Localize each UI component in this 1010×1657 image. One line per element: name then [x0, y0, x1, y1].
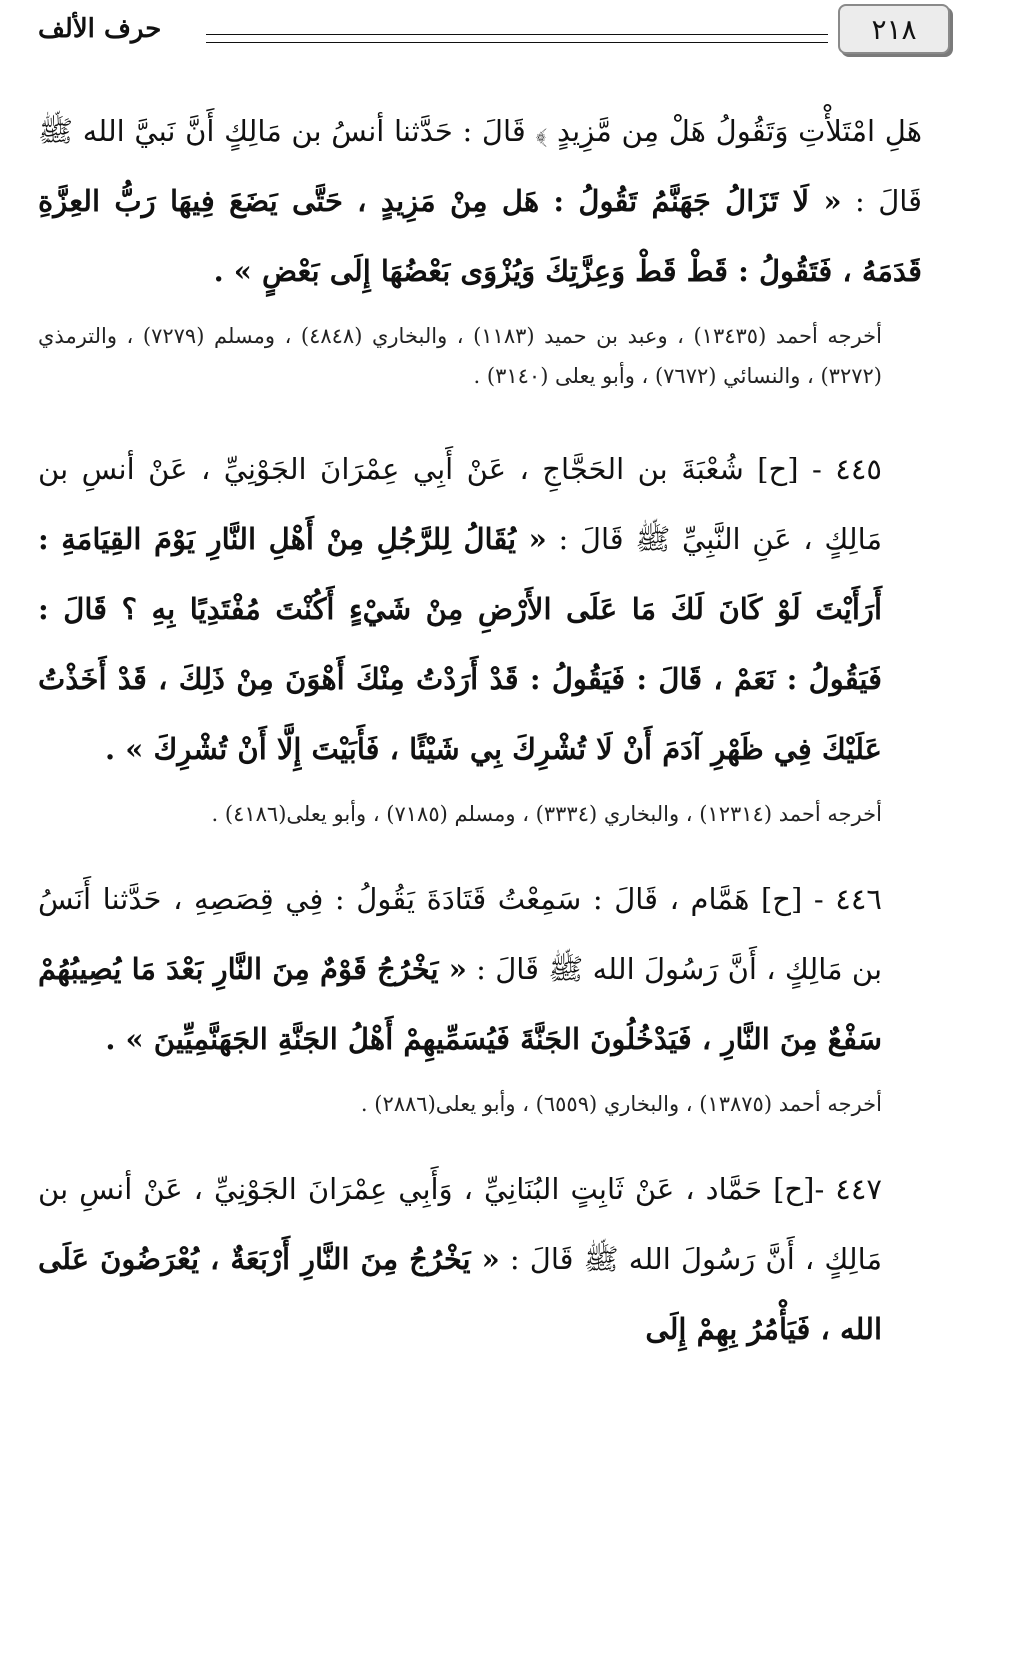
hadith-isnad: ٤٤٦ - [ح] هَمَّام ، قَالَ : سَمِعْتُ قَتَادَةَ يَقُولُ : فِي قِصَصِهِ ، حَدَّثنا أَنَسُ بن مَالِكٍ ، أَنَّ رَسُولَ الله ﷺ قَالَ : — [38, 882, 883, 986]
hadith-matn: « لَا تَزَالُ جَهَنَّمُ تَقُولُ : هَل مِنْ مَزِيدٍ ، حَتَّى يَضَعَ فِيهَا رَبُّ العِزَّةِ قَدَمَهُ ، فَتَقُولُ : قَطْ قَطْ وَعِزَّتِكَ وَيُزْوَى بَعْضُهَا إِلَى بَعْضٍ » . — [38, 184, 922, 288]
spacer — [38, 834, 922, 864]
hadith-matn: « يُقَالُ لِلرَّجُلِ مِنْ أَهْلِ النَّارِ يَوْمَ القِيَامَةِ : أَرَأَيْتَ لَوْ كَانَ لَكَ مَا عَلَى الأَرْضِ مِنْ شَيْءٍ أَكُنْتَ مُفْتَدِيًا بِهِ ؟ قَالَ : فَيَقُولُ : نَعَمْ ، قَالَ : فَيَقُولُ : قَدْ أَرَدْتُ مِنْكَ أَهْوَنَ مِنْ ذَلِكَ ، قَدْ أَخَذْتُ عَلَيْكَ فِي ظَهْرِ آدَمَ أَنْ لَا تُشْرِكَ بِي شَيْئًا ، فَأَبَيْتَ إِلَّا أَنْ تُشْرِكَ » . — [38, 522, 882, 766]
page-header — [38, 0, 958, 70]
page-number-badge — [838, 4, 950, 54]
header-double-rule — [206, 34, 828, 43]
hadith-block-447 — [38, 1154, 922, 1364]
hadith-block-continued — [38, 96, 922, 396]
page-number: ٢١٨ — [871, 12, 917, 46]
hadith-isnad: ٤٤٧ -[ح] حَمَّاد ، عَنْ ثَابِتٍ البُنَانِيِّ ، وَأَبِي عِمْرَانَ الجَوْنِيِّ ، عَنْ أنسِ بن مَالِكٍ ، أَنَّ رَسُولَ الله ﷺ قَالَ : — [38, 1172, 883, 1276]
hadith-paragraph — [38, 1154, 922, 1364]
page-body — [38, 96, 922, 1364]
spacer — [38, 396, 922, 434]
hadith-paragraph — [38, 96, 922, 306]
hadith-paragraph — [38, 864, 922, 1074]
hadith-block-446 — [38, 864, 922, 1124]
takhrij-note: أخرجه أحمد (١٣٨٧٥) ، والبخاري (٦٥٥٩) ، وأبو يعلى(٢٨٨٦) . — [360, 1092, 882, 1116]
hadith-isnad: هَلِ امْتَلأْتِ وَتَقُولُ هَلْ مِن مَّزِيدٍ ﴾ قَالَ : حَدَّثنا أنسُ بن مَالِكٍ أَنَّ نَبيَّ الله ﷺ قَالَ : — [38, 114, 923, 218]
hadith-paragraph — [38, 434, 922, 784]
spacer — [38, 1124, 922, 1154]
takhrij-note: أخرجه أحمد (١٢٣١٤) ، والبخاري (٣٣٣٤) ، ومسلم (٧١٨٥) ، وأبو يعلى(٤١٨٦) . — [211, 802, 882, 826]
takhrij-note: أخرجه أحمد (١٣٤٣٥) ، وعبد بن حميد (١١٨٣) ، والبخاري (٤٨٤٨) ، ومسلم (٧٢٧٩) ، والترمذي (٣٢٧٢) ، والنسائي (٧٦٧٢) ، وأبو يعلى (٣١٤٠) . — [38, 324, 882, 388]
hadith-isnad: ٤٤٥ - [ح] شُعْبَةَ بن الحَجَّاجِ ، عَنْ أَبِي عِمْرَانَ الجَوْنِيِّ ، عَنْ أنسِ بن مَالِكٍ ، عَنِ النَّبِيِّ ﷺ قَالَ : — [38, 452, 882, 556]
hadith-matn: « يَخْرُجُ قَوْمٌ مِنَ النَّارِ بَعْدَ مَا يُصِيبُهُمْ سَفْعٌ مِنَ النَّارِ ، فَيَدْخُلُونَ الجَنَّةَ فَيُسَمِّيهِمْ أَهْلُ الجَنَّةِ الجَهَنَّمِيِّينَ » . — [38, 952, 882, 1056]
hadith-block-445 — [38, 434, 922, 834]
hadith-matn: « يَخْرُجُ مِنَ النَّارِ أَرْبَعَةٌ ، يُعْرَضُونَ عَلَى الله ، فَيَأْمُرُ بِهِمْ إِلَى — [38, 1242, 882, 1346]
section-title: حرف الألف — [38, 14, 162, 44]
